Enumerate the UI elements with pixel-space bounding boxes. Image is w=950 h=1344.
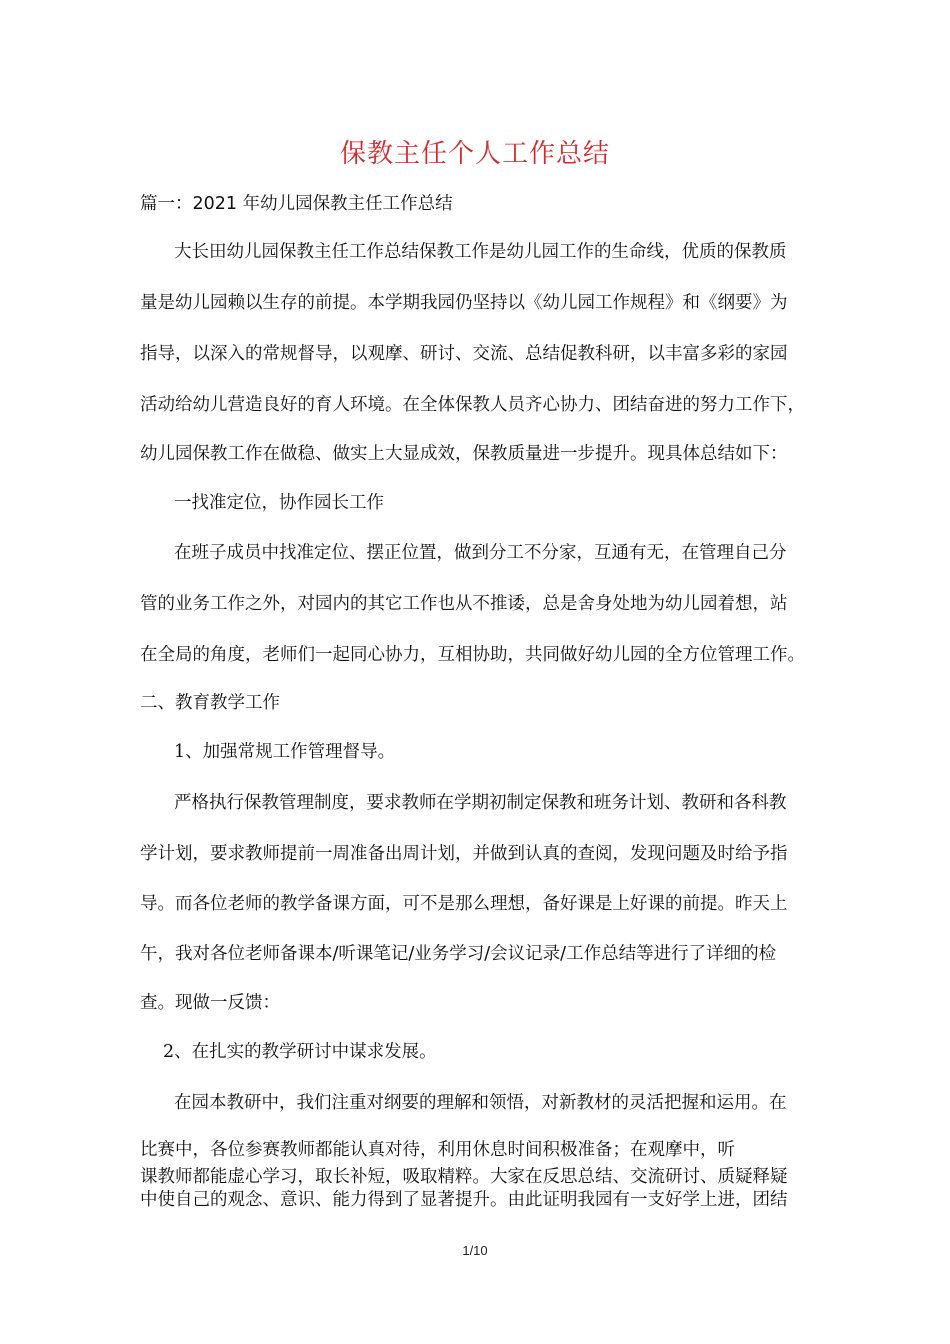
paragraph-line: 在全局的角度，老师们一起同心协力，互相协助，共同做好幼儿园的全方位管理工作。 xyxy=(140,645,805,665)
paragraph-line: 幼儿园保教工作在做稳、做实上大显成效，保教质量进一步提升。现具体总结如下： xyxy=(140,444,788,464)
paragraph-line: 管的业务工作之外，对园内的其它工作也从不推诿，总是舍身处地为幼儿园着想，站 xyxy=(140,594,788,614)
paragraph-line: 在园本教研中，我们注重对纲要的理解和领悟，对新教材的灵活把握和运用。在 xyxy=(174,1093,787,1113)
paragraph-line: 学计划，要求教师提前一周准备出周计划，并做到认真的查阅，发现问题及时给予指 xyxy=(140,844,788,864)
section-heading-1: 篇一：2021 年幼儿园保教主任工作总结 xyxy=(140,194,453,214)
paragraph-line: 在班子成员中找准定位、摆正位置，做到分工不分家，互通有无，在管理自己分 xyxy=(174,543,787,563)
section-heading-2: 二、教育教学工作 xyxy=(140,693,280,713)
paragraph-line: 课教师都能虚心学习，取长补短，吸取精粹。大家在反思总结、交流研讨、质疑释疑 xyxy=(140,1167,788,1187)
subheading-1: 一找准定位，协作园长工作 xyxy=(174,493,384,513)
paragraph-line: 指导，以深入的常规督导，以观摩、研讨、交流、总结促教科研，以丰富多彩的家园 xyxy=(140,344,788,364)
document-title: 保教主任个人工作总结 xyxy=(339,139,610,169)
paragraph-line: 查。现做一反馈： xyxy=(140,993,280,1013)
paragraph-line: 中使自己的观念、意识、能力得到了显著提升。由此证明我园有一支好学上进，团结 xyxy=(140,1190,788,1210)
paragraph-line: 比赛中，各位参赛教师都能认真对待，利用休息时间积极准备；在观摩中，听 xyxy=(140,1140,735,1160)
paragraph-line: 导。而各位老师的教学备课方面，可不是那么理想，备好课是上好课的前提。昨天上 xyxy=(140,894,788,914)
paragraph-line: 严格执行保教管理制度，要求教师在学期初制定保教和班务计划、教研和各科教 xyxy=(174,793,787,813)
paragraph-line: 活动给幼儿营造良好的育人环境。在全体保教人员齐心协力、团结奋进的努力工作下， xyxy=(140,395,805,415)
paragraph-line: 大长田幼儿园保教主任工作总结保教工作是幼儿园工作的生命线，优质的保教质 xyxy=(174,242,787,262)
paragraph-line: 午，我对各位老师备课本/听课笔记/业务学习/会议记录/工作总结等进行了详细的检 xyxy=(140,944,777,964)
subheading-3: 2、在扎实的教学研讨中谋求发展。 xyxy=(163,1042,437,1062)
page-number: 1/10 xyxy=(462,1243,488,1258)
paragraph-line: 量是幼儿园赖以生存的前提。本学期我园仍坚持以《幼儿园工作规程》和《纲要》为 xyxy=(140,293,788,313)
subheading-2: 1、加强常规工作管理督导。 xyxy=(174,742,396,762)
